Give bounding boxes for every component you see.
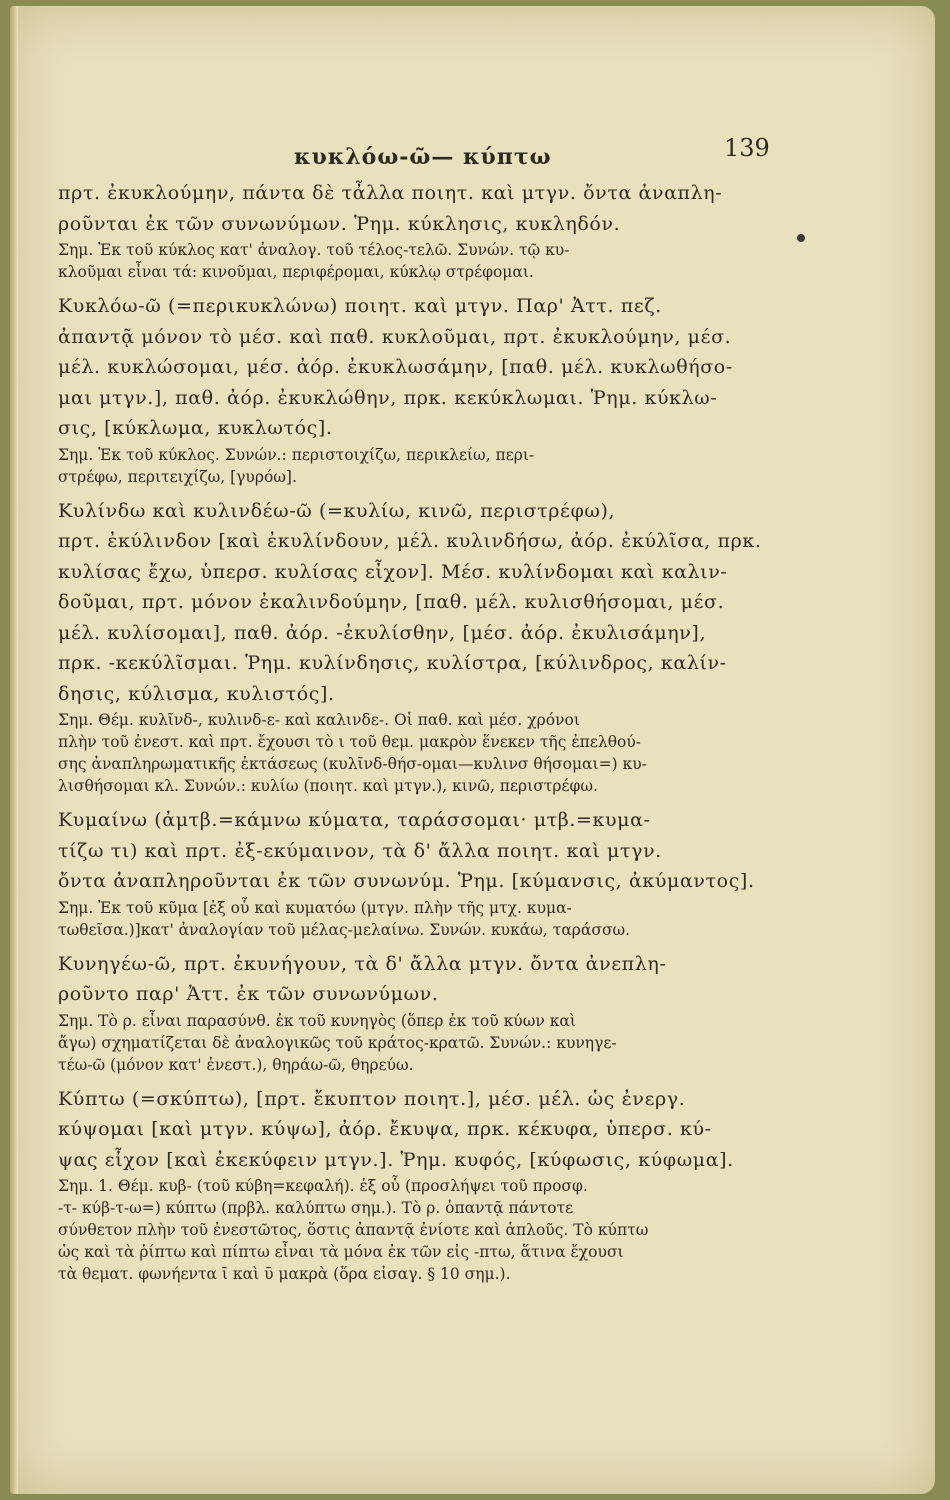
text-line: ροῦντο παρ' Ἀττ. ἐκ τῶν συνωνύμων.	[58, 983, 439, 1005]
note-line: τέω-ῶ (μόνον κατ' ἐνεστ.), θηράω-ῶ, θηρεύω.	[58, 1055, 414, 1074]
note-line: στρέφω, περιτειχίζω, [γυρόω].	[58, 467, 297, 486]
text-line: ροῦνται ἐκ τῶν συνωνύμων. Ῥημ. κύκλησις, κυκληδόν.	[58, 212, 621, 235]
text-line: πρτ. ἐκυκλούμην, πάντα δὲ τἆλλα ποιητ. καὶ μτγν. ὄντα ἀναπλη-	[58, 182, 723, 204]
running-title: κυκλόω-ῶ— κύπτω	[294, 144, 552, 170]
entry-headword-line: Κυλίνδω καὶ κυλινδέω-ῶ (=κυλίω, κινῶ, περιστρέφω),	[58, 499, 616, 522]
note-line: τωθεῖσα.)]κατ' ἀναλογίαν τοῦ μέλας-μελαίνω. Συνών. κυκάω, ταράσσω.	[58, 920, 631, 939]
note-line: Σημ. 1. Θέμ. κυβ- (τοῦ κύβη=κεφαλή). ἐξ οὗ (προσλήψει τοῦ προσφ.	[58, 1177, 588, 1195]
note-line: τὰ θεματ. φωνήεντα ῑ καὶ ῡ μακρὰ (ὅρα εἰσαγ. § 10 σημ.).	[58, 1265, 511, 1283]
entry-headword-line: Κυκλόω-ῶ (=περικυκλώνω) ποιητ. καὶ μτγν. Παρ' Ἀττ. πεζ.	[58, 295, 662, 317]
text-line: ὄντα ἀναπληροῦνται ἐκ τῶν συνωνύμ. Ῥημ. [κύμανσις, ἀκύμαντος].	[58, 870, 755, 892]
entry-headword-line: Κυνηγέω-ῶ, πρτ. ἐκυνήγουν, τὰ δ' ἄλλα μτγν. ὄντα ἀνεπλη-	[58, 952, 667, 975]
text-line: πρκ. -κεκύλῖσμαι. Ῥημ. κυλίνδησις, κυλίστρα, [κύλινδρος, καλίν-	[58, 652, 727, 674]
text-line: ἀπαντᾷ μόνον τὸ μέσ. καὶ παθ. κυκλοῦμαι, πρτ. ἐκυκλούμην, μέσ.	[58, 325, 732, 348]
dictionary-text-block	[58, 178, 788, 1285]
text-line: τίζω τι) καὶ πρτ. ἐξ-εκύμαινον, τὰ δ' ἄλλα ποιητ. καὶ μτγν.	[58, 839, 662, 862]
text-line: πρτ. ἐκύλινδον [καὶ ἐκυλίνδουν, μέλ. κυλινδήσω, ἀόρ. ἐκύλῖσα, πρκ.	[58, 530, 762, 552]
entry-headword-line: Κυμαίνω (ἀμτβ.=κάμνω κύματα, ταράσσομαι· μτβ.=κυμα-	[58, 809, 651, 831]
scanned-page	[10, 6, 935, 1494]
text-line: σις, [κύκλωμα, κυκλωτός].	[58, 417, 333, 439]
note-line: -τ- κύβ-τ-ω=) κύπτω (πρβλ. καλύπτω σημ.). Τὸ ρ. ὁπαντᾷ πάντοτε	[58, 1199, 574, 1217]
note-line: Σημ. Τὸ ρ. εἶναι παρασύνθ. ἐκ τοῦ κυνηγὸς (ὅπερ ἐκ τοῦ κύων καὶ	[58, 1011, 576, 1030]
page-spine-shadow	[10, 6, 18, 1494]
text-line: μέλ. κυκλώσομαι, μέσ. ἀόρ. ἐκυκλωσάμην, [παθ. μέλ. κυκλωθήσο-	[58, 356, 733, 378]
text-line: δησις, κύλισμα, κυλιστός].	[58, 682, 335, 705]
page-number: 139	[724, 134, 770, 162]
note-line: λισθήσομαι κλ. Συνών.: κυλίω (ποιητ. καὶ μτγν.), κινῶ, περιστρέφω.	[58, 777, 598, 795]
text-line: κύψομαι [καὶ μτγν. κύψω], ἀόρ. ἔκυψα, πρκ. κέκυφα, ὑπερσ. κύ-	[58, 1118, 712, 1140]
note-line: Σημ. Ἐκ τοῦ κῦμα [ἐξ οὗ καὶ κυματόω (μτγν. πλὴν τῆς μτχ. κυμα-	[58, 898, 572, 917]
note-line: Σημ. Ἐκ τοῦ κύκλος. Συνών.: περιστοιχίζω, περικλείω, περι-	[58, 445, 535, 464]
entry-headword-line: Κύπτω (=σκύπτω), [πρτ. ἔκυπτον ποιητ.], μέσ. μέλ. ὡς ἐνεργ.	[58, 1087, 686, 1110]
note-line: σης ἀναπληρωματικῆς ἐκτάσεως (κυλῖνδ-θήσ-ομαι—κυλινσ θήσομαι=) κυ-	[58, 755, 647, 773]
text-line: κυλίσας ἔχω, ὑπερσ. κυλίσας εἶχον]. Μέσ. κυλίνδομαι καὶ καλιν-	[58, 560, 728, 583]
text-line: ψας εἶχον [καὶ ἐκεκύφειν μτγν.]. Ῥημ. κυφός, [κύφωσις, κύφωμα].	[58, 1148, 734, 1171]
note-line: σύνθετον πλὴν τοῦ ἐνεστῶτος, ὅστις ἀπαντᾷ ἐνίοτε καὶ ἁπλοῦς. Τὸ κύπτω	[58, 1221, 649, 1239]
text-line: δοῦμαι, πρτ. μόνον ἐκαλινδούμην, [παθ. μέλ. κυλισθήσομαι, μέσ.	[58, 591, 725, 613]
note-line: ὡς καὶ τὰ ῥίπτω καὶ πίπτω εἶναι τὰ μόνα ἐκ τῶν εἰς -πτω, ἅτινα ἔχουσι	[58, 1243, 624, 1261]
note-line: κλοῦμαι εἶναι τά: κινοῦμαι, περιφέρομαι, κύκλῳ στρέφομαι.	[58, 263, 534, 281]
note-line: ἄγω) σχηματίζεται δὲ ἀναλογικῶς τοῦ κράτος-κρατῶ. Συνών.: κυνηγε-	[58, 1033, 617, 1052]
page-header	[10, 134, 935, 174]
note-line: Σημ. Θέμ. κυλῖνδ-, κυλινδ-ε- καὶ καλινδε-. Οἱ παθ. καὶ μέσ. χρόνοι	[58, 711, 580, 729]
note-line: πλὴν τοῦ ἐνεστ. καὶ πρτ. ἔχουσι τὸ ι τοῦ θεμ. μακρὸν ἕνεκεν τῆς ἐπελθού-	[58, 733, 642, 751]
text-line: μαι μτγν.], παθ. ἀόρ. ἐκυκλώθην, πρκ. κεκύκλωμαι. Ῥημ. κύκλω-	[58, 386, 718, 409]
text-line: μέλ. κυλίσομαι], παθ. ἀόρ. -ἐκυλίσθην, [μέσ. ἀόρ. ἐκυλισάμην],	[58, 621, 707, 644]
ink-dot-mark	[797, 234, 805, 242]
note-line: Σημ. Ἐκ τοῦ κύκλος κατ' ἀναλογ. τοῦ τέλος-τελῶ. Συνών. τῷ κυ-	[58, 241, 570, 259]
